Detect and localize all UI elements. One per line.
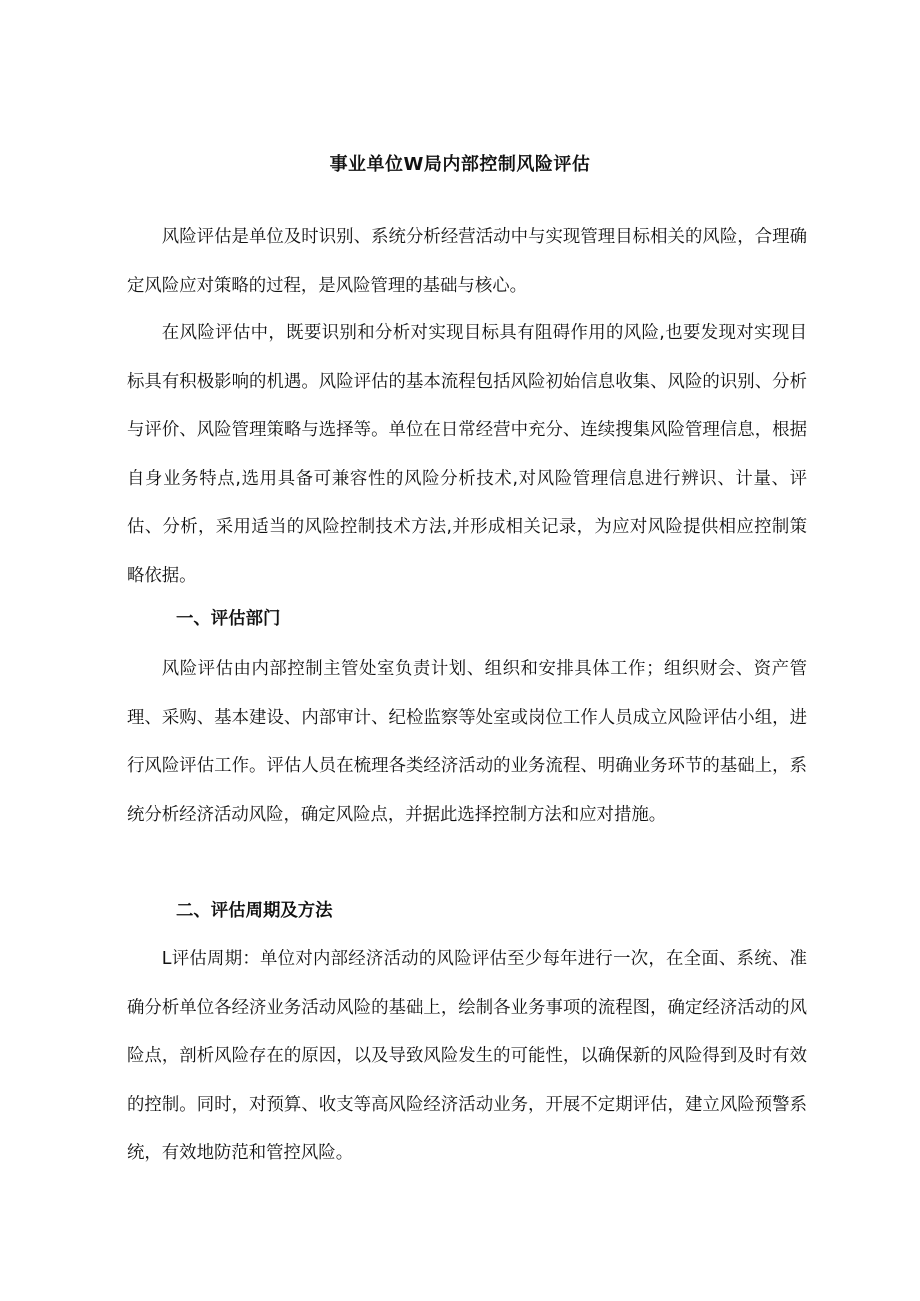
intro-paragraph: 风险评估是单位及时识别、系统分析经营活动中与实现管理目标相关的风险，合理确定风险应对策略的过程，是风险管理的基础与核心。 — [127, 227, 807, 296]
section-heading-assessment-department: 一、评估部门 — [176, 609, 281, 629]
section-heading-assessment-cycle-method: 二、评估周期及方法 — [176, 901, 333, 921]
process-paragraph: 在风险评估中，既要识别和分析对实现目标具有阻碍作用的风险,也要发现对实现目标具有积极影响的机遇。风险评估的基本流程包括风险初始信息收集、风险的识别、分析与评价、风险管理策略与选择等。单位在日常经营中充分、连续搜集风险管理信息，根据自身业务特点,选用具备可兼容性的风险分析技术,对风险管理信息进行辨识、计量、评估、分析，采用适当的风险控制技术方法,并形成相关记录，为应对风险提供相应控制策略依据。 — [127, 323, 807, 586]
document-title: 事业单位W局内部控制风险评估 — [329, 154, 591, 175]
assessment-cycle-paragraph: L评估周期：单位对内部经济活动的风险评估至少每年进行一次，在全面、系统、准确分析单位各经济业务活动风险的基础上，绘制各业务事项的流程图，确定经济活动的风险点，剖析风险存在的原因，以及导致风险发生的可能性，以确保新的风险得到及时有效的控制。同时，对预算、收支等高风险经济活动业务，开展不定期评估，建立风险预警系统，有效地防范和管控风险。 — [127, 949, 807, 1164]
assessment-department-paragraph: 风险评估由内部控制主管处室负责计划、组织和安排具体工作；组织财会、资产管理、采购、基本建设、内部审计、纪检监察等处室或岗位工作人员成立风险评估小组，进行风险评估工作。评估人员在梳理各类经济活动的业务流程、明确业务环节的基础上，系统分析经济活动风险，确定风险点，并据此选择控制方法和应对措施。 — [127, 659, 807, 825]
